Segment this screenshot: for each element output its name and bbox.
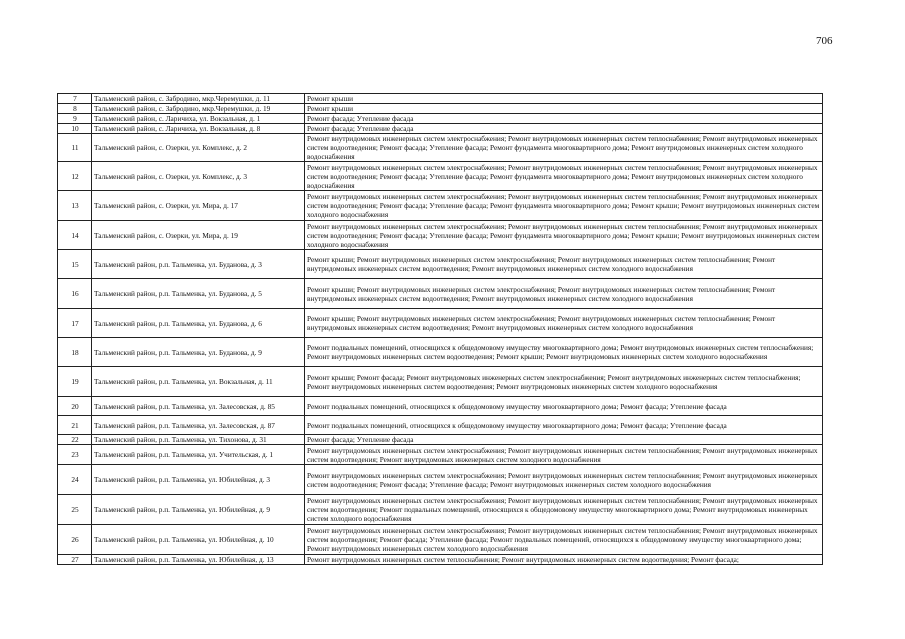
- row-works: Ремонт внутридомовых инженерных систем теплоснабжения; Ремонт внутридомовых инженерных систем водоотведения; Ремонт фасада;: [305, 555, 823, 565]
- row-address: Тальменский район, с. Забродино, мкр.Черемушки, д. 11: [92, 94, 305, 104]
- row-address: Тальменский район, р.п. Тальменка, ул. Залесовская, д. 85: [92, 397, 305, 416]
- row-address: Тальменский район, р.п. Тальменка, ул. Учительская, д. 1: [92, 445, 305, 465]
- table-row: [58, 525, 823, 555]
- table-row: [58, 94, 823, 104]
- table-row: [58, 221, 823, 250]
- row-works: Ремонт крыши; Ремонт фасада; Ремонт внутридомовых инженерных систем электроснабжения; Ремонт внутридомовых инженерных систем теплоснабжения; Ремонт внутридомовых инженерных систем водоотведения; Ремонт внутридомовых инженерных систем холодного водоснабжения: [305, 367, 823, 397]
- row-address: Тальменский район, р.п. Тальменка, ул. Буданова, д. 5: [92, 279, 305, 309]
- row-works: Ремонт внутридомовых инженерных систем электроснабжения; Ремонт внутридомовых инженерных систем теплоснабжения; Ремонт внутридомовых инженерных систем водоотведения; Ремонт фасада; Утепление фасада; Ремонт подвальных помещений, относящихся к общедомовому имуществу многоквартирного дома; Ремонт внутридомовых инженерных систем холодного водоснабжения: [305, 525, 823, 555]
- row-address: Тальменский район, р.п. Тальменка, ул. Вокзальная, д. 11: [92, 367, 305, 397]
- row-number: 24: [58, 465, 92, 495]
- table-row: [58, 191, 823, 221]
- table-row: [58, 416, 823, 435]
- row-number: 13: [58, 191, 92, 221]
- row-number: 26: [58, 525, 92, 555]
- table-row: [58, 134, 823, 162]
- row-works: Ремонт внутридомовых инженерных систем электроснабжения; Ремонт внутридомовых инженерных систем теплоснабжения; Ремонт внутридомовых инженерных систем водоотведения; Ремонт фасада; Утепление фасада; Ремонт фундамента многоквартирного дома; Ремонт крыши; Ремонт внутридомовых инженерных систем холодного водоснабжения: [305, 191, 823, 221]
- table-row: [58, 114, 823, 124]
- row-number: 21: [58, 416, 92, 435]
- row-works: Ремонт крыши; Ремонт внутридомовых инженерных систем электроснабжения; Ремонт внутридомовых инженерных систем теплоснабжения; Ремонт внутридомовых инженерных систем водоотведения; Ремонт внутридомовых инженерных систем холодного водоснабжения: [305, 309, 823, 338]
- row-address: Тальменский район, р.п. Тальменка, ул. Залесовская, д. 87: [92, 416, 305, 435]
- row-address: Тальменский район, с. Ларичиха, ул. Вокзальная, д. 8: [92, 124, 305, 134]
- row-number: 23: [58, 445, 92, 465]
- row-works: Ремонт фасада; Утепление фасада: [305, 124, 823, 134]
- table-row: [58, 445, 823, 465]
- row-number: 20: [58, 397, 92, 416]
- row-address: Тальменский район, р.п. Тальменка, ул. Юбилейная, д. 3: [92, 465, 305, 495]
- row-number: 8: [58, 104, 92, 114]
- row-number: 22: [58, 435, 92, 445]
- row-number: 10: [58, 124, 92, 134]
- row-works: Ремонт крыши; Ремонт внутридомовых инженерных систем электроснабжения; Ремонт внутридомовых инженерных систем теплоснабжения; Ремонт внутридомовых инженерных систем водоотведения; Ремонт внутридомовых инженерных систем холодного водоснабжения: [305, 250, 823, 279]
- row-address: Тальменский район, р.п. Тальменка, ул. Юбилейная, д. 9: [92, 495, 305, 525]
- row-works: Ремонт подвальных помещений, относящихся к общедомовому имуществу многоквартирного дома; Ремонт внутридомовых инженерных систем теплоснабжения; Ремонт внутридомовых инженерных систем водоотведения; Ремонт крыши; Ремонт внутридомовых инженерных систем холодного водоснабжения: [305, 338, 823, 367]
- row-works: Ремонт крыши; Ремонт внутридомовых инженерных систем электроснабжения; Ремонт внутридомовых инженерных систем теплоснабжения; Ремонт внутридомовых инженерных систем водоотведения; Ремонт внутридомовых инженерных систем холодного водоснабжения: [305, 279, 823, 309]
- table-row: [58, 309, 823, 338]
- row-address: Тальменский район, с. Озерки, ул. Мира, д. 19: [92, 221, 305, 250]
- row-number: 16: [58, 279, 92, 309]
- row-number: 17: [58, 309, 92, 338]
- row-works: Ремонт фасада; Утепление фасада: [305, 114, 823, 124]
- row-number: 9: [58, 114, 92, 124]
- page-number: 706: [816, 35, 833, 47]
- row-address: Тальменский район, р.п. Тальменка, ул. Юбилейная, д. 13: [92, 555, 305, 565]
- table-row: [58, 279, 823, 309]
- row-address: Тальменский район, с. Забродино, мкр.Черемушки, д. 19: [92, 104, 305, 114]
- row-address: Тальменский район, с. Озерки, ул. Мира, д. 17: [92, 191, 305, 221]
- table-row: [58, 162, 823, 191]
- table-row: [58, 397, 823, 416]
- row-works: Ремонт внутридомовых инженерных систем электроснабжения; Ремонт внутридомовых инженерных систем теплоснабжения; Ремонт внутридомовых инженерных систем водоотведения; Ремонт фасада; Утепление фасада; Ремонт внутридомовых инженерных систем холодного водоснабжения: [305, 465, 823, 495]
- row-address: Тальменский район, р.п. Тальменка, ул. Буданова, д. 9: [92, 338, 305, 367]
- row-works: Ремонт внутридомовых инженерных систем электроснабжения; Ремонт внутридомовых инженерных систем теплоснабжения; Ремонт внутридомовых инженерных систем водоотведения; Ремонт подвальных помещений, относящихся к общедомовому имуществу многоквартирного дома; Ремонт внутридомовых инженерных систем холодного водоснабжения: [305, 495, 823, 525]
- repair-program-table: [57, 93, 823, 565]
- row-works: Ремонт крыши: [305, 104, 823, 114]
- row-works: Ремонт внутридомовых инженерных систем электроснабжения; Ремонт внутридомовых инженерных систем теплоснабжения; Ремонт внутридомовых инженерных систем водоотведения; Ремонт фасада; Утепление фасада; Ремонт фундамента многоквартирного дома; Ремонт внутридомовых инженерных систем холодного водоснабжения: [305, 134, 823, 162]
- row-number: 12: [58, 162, 92, 191]
- table-row: [58, 124, 823, 134]
- row-number: 25: [58, 495, 92, 525]
- row-number: 7: [58, 94, 92, 104]
- row-number: 11: [58, 134, 92, 162]
- row-works: Ремонт крыши: [305, 94, 823, 104]
- table-row: [58, 104, 823, 114]
- table-row: [58, 250, 823, 279]
- row-number: 14: [58, 221, 92, 250]
- row-works: Ремонт внутридомовых инженерных систем электроснабжения; Ремонт внутридомовых инженерных систем теплоснабжения; Ремонт внутридомовых инженерных систем водоотведения; Ремонт фасада; Утепление фасада; Ремонт фундамента многоквартирного дома; Ремонт внутридомовых инженерных систем холодного водоснабжения: [305, 162, 823, 191]
- row-address: Тальменский район, с. Озерки, ул. Комплекс, д. 2: [92, 134, 305, 162]
- row-number: 19: [58, 367, 92, 397]
- table-row: [58, 555, 823, 565]
- row-works: Ремонт внутридомовых инженерных систем электроснабжения; Ремонт внутридомовых инженерных систем теплоснабжения; Ремонт внутридомовых инженерных систем водоотведения; Ремонт фасада; Утепление фасада; Ремонт фундамента многоквартирного дома; Ремонт крыши; Ремонт внутридомовых инженерных систем холодного водоснабжения: [305, 221, 823, 250]
- table-row: [58, 495, 823, 525]
- row-works: Ремонт подвальных помещений, относящихся к общедомовому имуществу многоквартирного дома; Ремонт фасада; Утепление фасада: [305, 397, 823, 416]
- row-works: Ремонт внутридомовых инженерных систем электроснабжения; Ремонт внутридомовых инженерных систем теплоснабжения; Ремонт внутридомовых инженерных систем водоотведения; Ремонт внутридомовых инженерных систем холодного водоснабжения: [305, 445, 823, 465]
- table-row: [58, 465, 823, 495]
- row-address: Тальменский район, с. Озерки, ул. Комплекс, д. 3: [92, 162, 305, 191]
- table-row: [58, 338, 823, 367]
- row-number: 27: [58, 555, 92, 565]
- row-number: 18: [58, 338, 92, 367]
- row-address: Тальменский район, р.п. Тальменка, ул. Буданова, д. 3: [92, 250, 305, 279]
- row-works: Ремонт фасада; Утепление фасада: [305, 435, 823, 445]
- row-works: Ремонт подвальных помещений, относящихся к общедомовому имуществу многоквартирного дома; Ремонт фасада; Утепление фасада: [305, 416, 823, 435]
- row-address: Тальменский район, р.п. Тальменка, ул. Юбилейная, д. 10: [92, 525, 305, 555]
- row-address: Тальменский район, р.п. Тальменка, ул. Тихонова, д. 31: [92, 435, 305, 445]
- table-row: [58, 435, 823, 445]
- row-number: 15: [58, 250, 92, 279]
- table-row: [58, 367, 823, 397]
- row-address: Тальменский район, с. Ларичиха, ул. Вокзальная, д. 1: [92, 114, 305, 124]
- row-address: Тальменский район, р.п. Тальменка, ул. Буданова, д. 6: [92, 309, 305, 338]
